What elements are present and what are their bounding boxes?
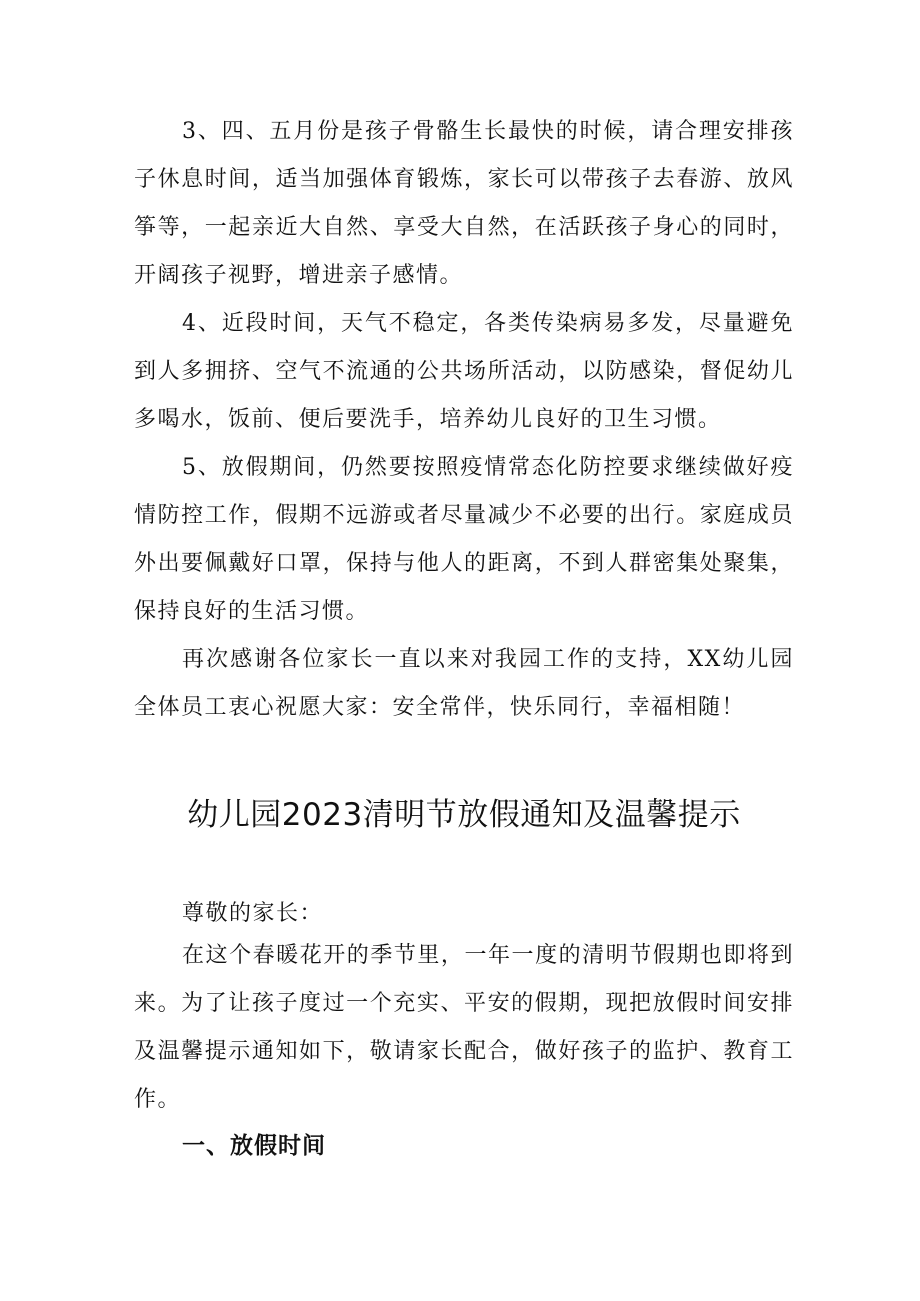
intro-paragraph: 在这个春暖花开的季节里，一年一度的清明节假期也即将到来。为了让孩子度过一个充实、平安的假期，现把放假时间安排及温馨提示通知如下，敬请家长配合，做好孩子的监护、教育工作。 [134,943,794,1112]
closing-paragraph: 再次感谢各位家长一直以来对我园工作的支持，XX幼儿园全体员工衷心祝愿大家：安全常伴，快乐同行，幸福相随！ [134,647,794,720]
greeting: 尊敬的家长： [182,901,324,926]
document-title: 幼儿园2023清明节放假通知及温馨提示 [187,797,741,833]
paragraph-item-5: 5、放假期间，仍然要按照疫情常态化防控要求继续做好疫情防控工作，假期不远游或者尽量减少不必要的出行。家庭成员外出要佩戴好口罩，保持与他人的距离，不到人群密集处聚集，保持良好的生活习惯。 [134,455,794,624]
section-heading-holiday-time: 一、放假时间 [182,1133,326,1159]
paragraph-item-3: 3、四、五月份是孩子骨骼生长最快的时候，请合理安排孩子休息时间，适当加强体育锻炼，家长可以带孩子去春游、放风筝等，一起亲近大自然、享受大自然，在活跃孩子身心的同时，开阔孩子视野，增进亲子感情。 [134,119,794,288]
paragraph-item-4: 4、近段时间，天气不稳定，各类传染病易多发，尽量避免到人多拥挤、空气不流通的公共场所活动，以防感染，督促幼儿多喝水，饭前、便后要洗手，培养幼儿良好的卫生习惯。 [134,311,794,432]
